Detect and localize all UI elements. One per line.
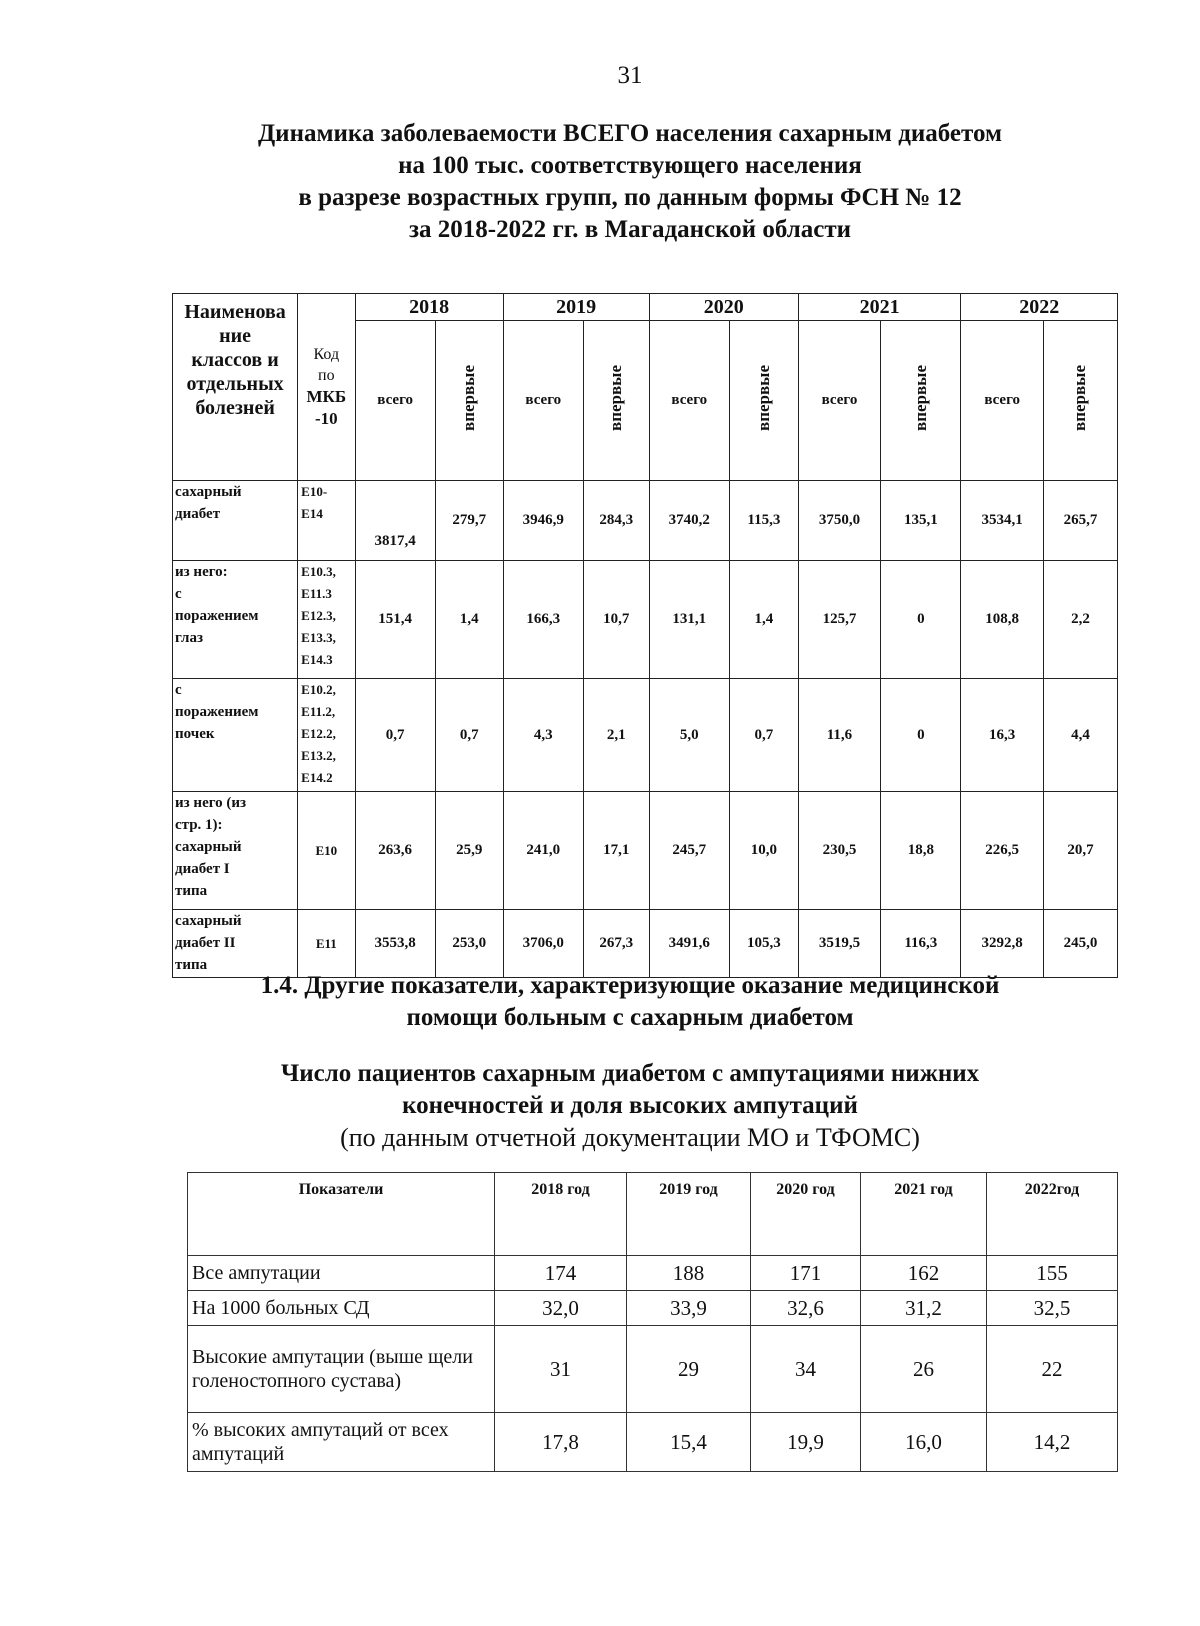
- table-row: [173, 910, 1118, 978]
- value-cell: 19,9: [751, 1413, 861, 1472]
- section-heading-line: помощи больным с сахарным диабетом: [406, 1004, 854, 1031]
- value-cell: 3519,5: [798, 910, 880, 978]
- icd-code-cell: E10- E14: [298, 481, 355, 561]
- header-year: 2020 год: [751, 1173, 861, 1256]
- page-number: 31: [617, 62, 643, 89]
- document-title: [0, 118, 1200, 246]
- header-year: 2022год: [987, 1173, 1118, 1256]
- value-cell: 253,0: [435, 910, 503, 978]
- header-disease-name: Наименова ние классов и отдельных болезней: [173, 294, 298, 481]
- value-cell: 125,7: [798, 561, 880, 679]
- indicator-label: Все ампутации: [188, 1256, 495, 1291]
- value-cell: 162: [861, 1256, 987, 1291]
- value-cell: 11,6: [798, 679, 880, 792]
- header-icd-code: Код по МКБ -10: [298, 294, 355, 481]
- value-cell: 279,7: [435, 481, 503, 561]
- value-cell: 0: [881, 679, 961, 792]
- title-line: в разрезе возрастных групп, по данным формы ФСН № 12: [298, 184, 962, 211]
- value-cell: 3553,8: [355, 910, 435, 978]
- indicator-label: % высоких ампутаций от всех ампутаций: [188, 1413, 495, 1472]
- title-line: на 100 тыс. соответствующего населения: [398, 152, 862, 179]
- value-cell: 0,7: [729, 679, 798, 792]
- header-total: всего: [649, 321, 729, 481]
- disease-name-cell: из него (из стр. 1): сахарный диабет I типа: [173, 792, 298, 910]
- value-cell: 32,0: [495, 1291, 627, 1326]
- disease-name-cell: с поражением почек: [173, 679, 298, 792]
- value-cell: 17,1: [583, 792, 649, 910]
- header-new: впервые: [435, 321, 503, 481]
- value-cell: 0,7: [435, 679, 503, 792]
- disease-name-cell: сахарный диабет: [173, 481, 298, 561]
- value-cell: 230,5: [798, 792, 880, 910]
- value-cell: 267,3: [583, 910, 649, 978]
- value-cell: 16,0: [861, 1413, 987, 1472]
- section-heading-line: 1.4. Другие показатели, характеризующие оказание медицинской: [260, 972, 1000, 999]
- header-new: впервые: [583, 321, 649, 481]
- value-cell: 14,2: [987, 1413, 1118, 1472]
- value-cell: 245,7: [649, 792, 729, 910]
- value-cell: 265,7: [1043, 481, 1117, 561]
- value-cell: 171: [751, 1256, 861, 1291]
- subtitle-line: конечностей и доля высоких ампутаций: [402, 1092, 858, 1119]
- header-new: впервые: [1043, 321, 1117, 481]
- value-cell: 26: [861, 1326, 987, 1413]
- value-cell: 3706,0: [503, 910, 583, 978]
- subtitle-note: (по данным отчетной документации МО и ТФОМС): [340, 1123, 920, 1152]
- disease-name-cell: из него: с поражением глаз: [173, 561, 298, 679]
- value-cell: 3750,0: [798, 481, 880, 561]
- value-cell: 3292,8: [961, 910, 1043, 978]
- header-total: всего: [503, 321, 583, 481]
- table-row: [188, 1413, 1118, 1472]
- table-row: [173, 481, 1118, 561]
- value-cell: 0: [881, 561, 961, 679]
- indicator-label: Высокие ампутации (выше щели голеностопного сустава): [188, 1326, 495, 1413]
- subtitle-line: Число пациентов сахарным диабетом с ампутациями нижних: [280, 1060, 980, 1087]
- indicator-label: На 1000 больных СД: [188, 1291, 495, 1326]
- value-cell: 15,4: [627, 1413, 751, 1472]
- value-cell: 4,3: [503, 679, 583, 792]
- value-cell: 115,3: [729, 481, 798, 561]
- value-cell: 16,3: [961, 679, 1043, 792]
- value-cell: 5,0: [649, 679, 729, 792]
- table-row: [188, 1256, 1118, 1291]
- header-total: всего: [355, 321, 435, 481]
- value-cell: 3740,2: [649, 481, 729, 561]
- value-cell: 22: [987, 1326, 1118, 1413]
- value-cell: 263,6: [355, 792, 435, 910]
- value-cell: 174: [495, 1256, 627, 1291]
- value-cell: 131,1: [649, 561, 729, 679]
- header-new: впервые: [729, 321, 798, 481]
- header-new: впервые: [881, 321, 961, 481]
- value-cell: 108,8: [961, 561, 1043, 679]
- table-row: [173, 792, 1118, 910]
- value-cell: 25,9: [435, 792, 503, 910]
- header-year: 2019 год: [627, 1173, 751, 1256]
- header-year: 2018: [355, 294, 503, 321]
- title-line: за 2018-2022 гг. в Магаданской области: [408, 216, 852, 243]
- value-cell: 151,4: [355, 561, 435, 679]
- value-cell: 226,5: [961, 792, 1043, 910]
- value-cell: 2,2: [1043, 561, 1117, 679]
- value-cell: 29: [627, 1326, 751, 1413]
- value-cell: 33,9: [627, 1291, 751, 1326]
- value-cell: 18,8: [881, 792, 961, 910]
- value-cell: 245,0: [1043, 910, 1117, 978]
- diabetes-incidence-table: [172, 293, 1118, 978]
- header-year: 2018 год: [495, 1173, 627, 1256]
- icd-code-cell: E10.3, E11.3 E12.3, E13.3, E14.3: [298, 561, 355, 679]
- value-cell: 17,8: [495, 1413, 627, 1472]
- value-cell: 1,4: [435, 561, 503, 679]
- value-cell: 135,1: [881, 481, 961, 561]
- amputation-table-title: [0, 1058, 1200, 1154]
- value-cell: 3817,4: [355, 481, 435, 561]
- value-cell: 116,3: [881, 910, 961, 978]
- value-cell: 10,0: [729, 792, 798, 910]
- table-row: [188, 1291, 1118, 1326]
- header-year: 2021: [798, 294, 961, 321]
- header-year: 2019: [503, 294, 649, 321]
- value-cell: 3534,1: [961, 481, 1043, 561]
- header-year: 2021 год: [861, 1173, 987, 1256]
- value-cell: 4,4: [1043, 679, 1117, 792]
- title-line: Динамика заболеваемости ВСЕГО населения сахарным диабетом: [257, 120, 1003, 147]
- value-cell: 3946,9: [503, 481, 583, 561]
- value-cell: 31,2: [861, 1291, 987, 1326]
- table-row: [173, 561, 1118, 679]
- value-cell: 3491,6: [649, 910, 729, 978]
- header-indicator: Показатели: [188, 1173, 495, 1256]
- value-cell: 32,6: [751, 1291, 861, 1326]
- value-cell: 166,3: [503, 561, 583, 679]
- value-cell: 105,3: [729, 910, 798, 978]
- icd-code-cell: E10: [298, 792, 355, 910]
- header-year: 2020: [649, 294, 798, 321]
- header-total: всего: [961, 321, 1043, 481]
- icd-code-cell: E11: [298, 910, 355, 978]
- value-cell: 31: [495, 1326, 627, 1413]
- header-total: всего: [798, 321, 880, 481]
- value-cell: 155: [987, 1256, 1118, 1291]
- value-cell: 241,0: [503, 792, 583, 910]
- amputation-table: [187, 1172, 1118, 1472]
- section-heading: [0, 970, 1200, 1034]
- value-cell: 2,1: [583, 679, 649, 792]
- value-cell: 1,4: [729, 561, 798, 679]
- header-year: 2022: [961, 294, 1118, 321]
- disease-name-cell: сахарный диабет II типа: [173, 910, 298, 978]
- value-cell: 188: [627, 1256, 751, 1291]
- value-cell: 284,3: [583, 481, 649, 561]
- value-cell: 32,5: [987, 1291, 1118, 1326]
- value-cell: 0,7: [355, 679, 435, 792]
- table-row: [173, 679, 1118, 792]
- value-cell: 20,7: [1043, 792, 1117, 910]
- icd-code-cell: E10.2, E11.2, E12.2, E13.2, E14.2: [298, 679, 355, 792]
- value-cell: 10,7: [583, 561, 649, 679]
- table-row: [188, 1326, 1118, 1413]
- value-cell: 34: [751, 1326, 861, 1413]
